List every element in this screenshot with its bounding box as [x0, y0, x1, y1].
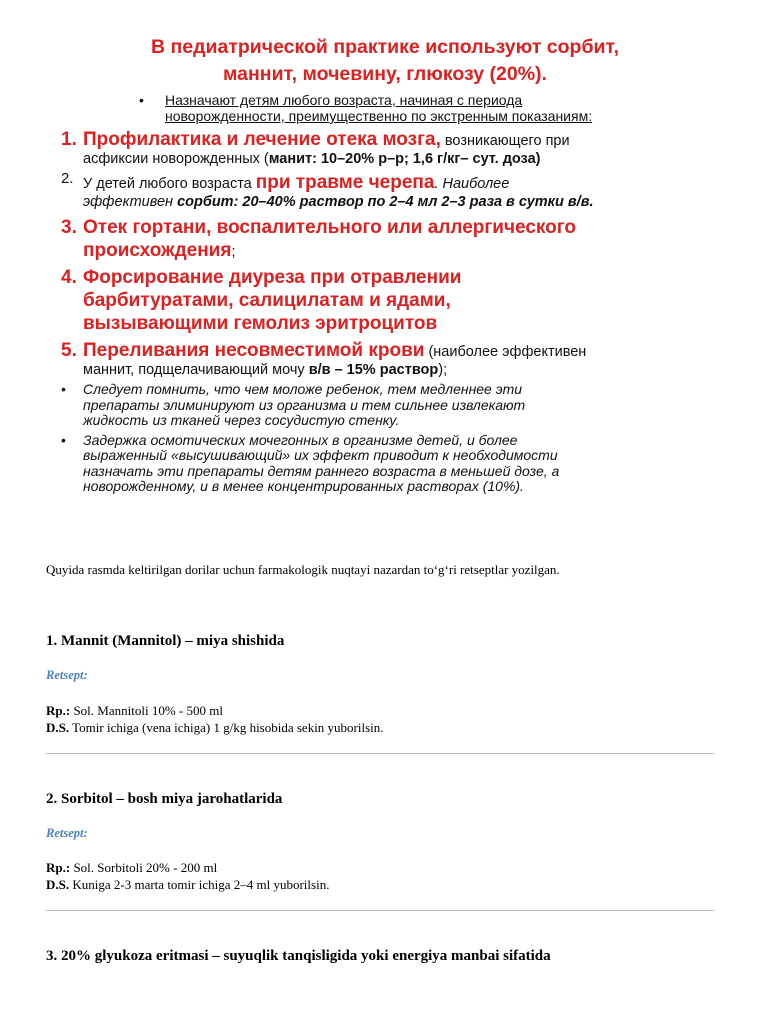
note-line: Задержка осмотических мочегонных в организме детей, и более [83, 431, 518, 448]
slide-item-3 [55, 216, 715, 262]
intro-paragraph: Quyida rasmda keltirilgan dorilar uchun farmakologik nuqtayi nazardan to‘g‘ri retseptlar yozilgan. [46, 562, 560, 577]
section-1-rp-line [46, 702, 714, 719]
slide-title-line2: маннит, мочевину, глюкозу (20%). [223, 63, 547, 85]
item-dose: манит: 10–20% р–р; 1,6 г/кг– сут. доза) [268, 151, 541, 167]
bullet-dot: • [61, 431, 66, 448]
item-line: асфиксии новорожденных ( [83, 151, 269, 167]
slide-title-line1: В педиатрической практике используют сорбит, [150, 36, 619, 58]
item-line-end: ); [438, 362, 448, 378]
item-number: 3. [61, 217, 77, 238]
section-2-heading: 2. Sorbitol – bosh miya jarohatlarida [46, 791, 283, 807]
slide-note-2 [55, 433, 715, 495]
section-1-retsept-label: Retsept: [46, 668, 88, 682]
item-heading: Форсирование диуреза при отравлении [83, 267, 462, 288]
slide-item-2 [55, 171, 715, 210]
note-line: выраженный «высушивающий» их эффект приводит к необходимости [83, 447, 558, 463]
slide-note-1 [55, 382, 715, 429]
item-heading-line2: происхождения [83, 240, 232, 261]
note-line: назначать эти препараты детям раннего возраста в меньшей дозе, а [83, 462, 560, 479]
divider [46, 910, 714, 911]
section-2-retsept-label: Retsept: [46, 826, 88, 840]
slide-title [55, 34, 715, 88]
slide-intro [55, 92, 715, 124]
item-tail: (наиболее эффективен [424, 344, 587, 360]
ds-text: Kuniga 2-3 marta tomir ichiga 2–4 ml yuborilsin. [69, 877, 330, 892]
item-heading: Переливания несовместимой крови [83, 340, 425, 361]
item-tail: . Наиболее [434, 176, 510, 192]
bullet-dot: • [139, 92, 144, 108]
section-3-heading: 3. 20% glyukoza eritmasi – suyuqlik tanqisligida yoki energiya manbai sifatida [46, 948, 551, 964]
item-dose: в/в – 15% раствор [308, 362, 439, 378]
item-line: маннит, подщелачивающий мочу [83, 362, 309, 378]
ds-text: Tomir ichiga (vena ichiga) 1 g/kg hisobida sekin yuborilsin. [69, 720, 384, 735]
rp-text: Sol. Mannitoli 10% - 500 ml [70, 703, 223, 718]
ds-label: D.S. [46, 877, 70, 892]
item-number: 1. [61, 129, 77, 150]
ds-label: D.S. [46, 720, 70, 735]
item-heading: при травме черепа [255, 172, 435, 193]
item-heading: Профилактика и лечение отека мозга, [83, 129, 441, 150]
item-line: эффективен [83, 194, 178, 210]
section-2-ds-line [46, 876, 714, 893]
note-line: новорожденному, и в менее концентрированных растворах (10%). [83, 478, 524, 494]
note-line: препараты элиминируют из организма и тем сильнее извлекают [83, 396, 526, 413]
section-1-ds-line [46, 719, 714, 736]
bullet-dot: • [61, 381, 66, 397]
slide-item-4 [55, 266, 715, 335]
section-1-heading: 1. Mannit (Mannitol) – miya shishida [46, 633, 285, 649]
item-heading-line3: вызывающими гемолиз эритроцитов [83, 313, 438, 334]
item-tail: возникающего при [440, 133, 570, 149]
item-number: 5. [61, 340, 77, 361]
rp-label: Rp.: [46, 860, 71, 875]
slide-item-1 [55, 128, 715, 167]
rp-label: Rp.: [46, 703, 71, 718]
item-text: У детей любого возраста [83, 176, 256, 192]
scanned-slide [55, 34, 715, 496]
rp-text: Sol. Sorbitoli 20% - 200 ml [70, 860, 218, 875]
item-number: 4. [61, 267, 77, 288]
slide-intro-line2: новорожденности, преимущественно по экстренным показаниям: [165, 108, 593, 124]
note-line: жидкость из тканей через сосудистую стенку. [83, 412, 400, 428]
divider [46, 753, 714, 754]
item-number: 2. [61, 170, 74, 187]
slide-item-5 [55, 339, 715, 378]
item-heading: Отек гортани, воспалительного или аллергического [83, 217, 577, 238]
note-line: Следует помнить, что чем моложе ребенок, тем медленнее эти [83, 381, 523, 397]
section-2-rp-line [46, 859, 714, 876]
item-dose: сорбит: 20–40% раствор по 2–4 мл 2–3 раза в сутки в/в. [177, 194, 594, 210]
item-heading-line2: барбитуратами, салицилатам и ядами, [83, 290, 451, 311]
item-tail: ; [231, 244, 236, 260]
slide-intro-line1: Назначают детям любого возраста, начиная с периода [165, 92, 523, 108]
